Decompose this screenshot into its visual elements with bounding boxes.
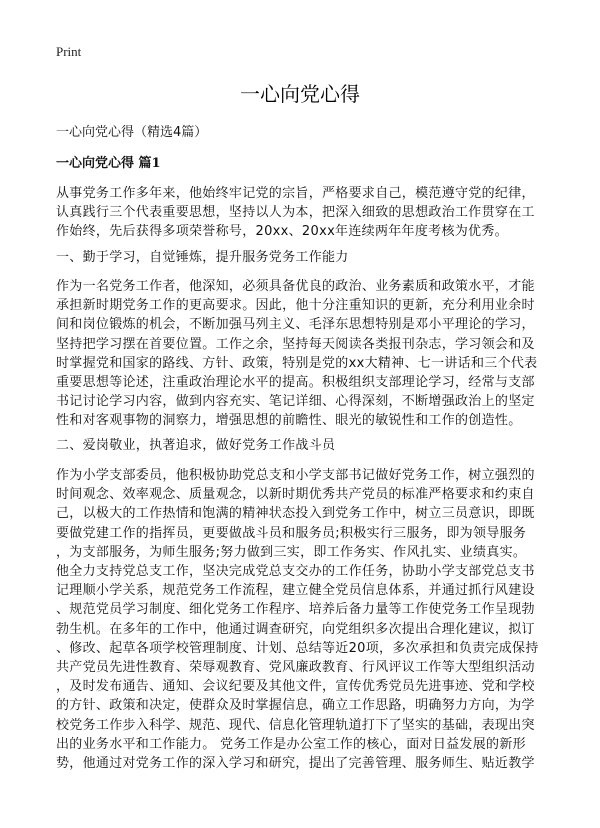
paragraph-2	[56, 466, 548, 773]
section-heading-1: 一、勤于学习，自觉锤炼，提升服务党务工作能力	[56, 250, 349, 265]
paragraph-line: 时掌握党和国家的路线、方针、政策，特别是党的xx大精神、七一讲话和三个代表	[56, 355, 538, 371]
paragraph-line: 己，以极大的工作热情和饱满的精神状态投入到党务工作中，树立三员意识，即既	[56, 506, 535, 522]
paragraph-line: 他全力支持党总支工作，坚决完成党总支交办的工作任务，协助小学支部党总支书	[56, 564, 535, 580]
intro-paragraph	[56, 184, 548, 242]
paragraph-line: 校党务工作步入科学、规范、现代、信息化管理轨道打下了坚实的基础，表现出突	[56, 717, 535, 733]
paragraph-line: 、修改、起草各项学校管理制度、计划、总结等近20项，多次承担和负责完成保持	[56, 640, 539, 656]
paragraph-line: 势，他通过对党务工作的深入学习和研究，提出了完善管理、服务师生、贴近教学	[56, 756, 535, 772]
paragraph-line: 书记讨论学习内容，做到内容充实、笔记详细、心得深刻，不断增强政治上的坚定	[56, 394, 535, 410]
print-link[interactable]: Print	[56, 44, 82, 59]
paragraph-line: 重要思想等论述，注重政治理论水平的提高。积极组织支部理论学习，经常与支部	[56, 375, 535, 391]
section-heading-2: 二、爱岗敬业，执著追求，做好党务工作战斗员	[56, 438, 336, 453]
paragraph-line: 间和岗位锻炼的机会，不断加强马列主义、毛泽东思想特别是邓小平理论的学习，	[56, 317, 535, 333]
paragraph-line: 从事党务工作多年来，他始终牢记党的宗旨，严格要求自己，模范遵守党的纪律，	[56, 186, 535, 201]
paragraph-line: 作始终，先后获得多项荣誉称号，20xx、20xx年连续两年年度考核为优秀。	[56, 224, 508, 240]
paragraph-line: ，为支部服务，为师生服务;努力做到三实，即工作务实、作风扎实、业绩真实。	[56, 544, 527, 560]
article-heading: 一心向党心得 篇1	[56, 156, 161, 171]
paragraph-line: 共产党员先进性教育、荣辱观教育、党风廉政教育、行风评议工作等大型组织活动	[56, 660, 535, 676]
paragraph-line: 要做党建工作的指挥员，更要做战斗员和服务员;积极实行三服务，即为领导服务	[56, 525, 527, 541]
paragraph-line: ，及时发布通告、通知、会议纪要及其他文件，宣传优秀党员先进事迹、党和学校	[56, 679, 535, 695]
paragraph-line: 坚持把学习摆在首要位置。工作之余，坚持每天阅读各类报刊杂志，学习领会和及	[56, 336, 535, 352]
paragraph-line: 作为小学支部委员，他积极协助党总支和小学支部书记做好党务工作，树立强烈的	[56, 468, 535, 483]
paragraph-line: 时间观念、效率观念、质量观念，以新时期优秀共产党员的标准严格要求和约束自	[56, 487, 535, 503]
paragraph-1	[56, 277, 548, 431]
paragraph-line: 出的业务水平和工作能力。 党务工作是办公室工作的核心，面对日益发展的新形	[56, 736, 526, 752]
paragraph-line: 、规范党员学习制度、细化党务工作程序、培养后备力量等工作使党务工作呈现勃	[56, 602, 535, 618]
page-title: 一心向党心得	[240, 82, 360, 106]
paragraph-line: 认真践行三个代表重要思想，坚持以人为本，把深入细致的思想政治工作贯穿在工	[56, 205, 535, 221]
paragraph-line: 勃生机。在多年的工作中，他通过调查研究，向党组织多次提出合理化建议，拟订	[56, 621, 535, 637]
paragraph-line: 作为一名党务工作者，他深知，必须具备优良的政治、业务素质和政策水平，才能	[56, 279, 535, 294]
document-subtitle: 一心向党心得（精选4篇）	[56, 125, 208, 140]
paragraph-line: 性和对客观事物的洞察力，增强思想的前瞻性、眼光的敏锐性和工作的创造性。	[56, 413, 522, 429]
paragraph-line: 记理顺小学关系，规范党务工作流程，建立健全党员信息体系，并通过抓行风建设	[56, 583, 535, 599]
paragraph-line: 的方针、政策和决定，使群众及时掌握信息，确立工作思路，明确努力方向，为学	[56, 698, 535, 714]
paragraph-line: 承担新时期党务工作的更高要求。因此，他十分注重知识的更新，充分利用业余时	[56, 298, 535, 314]
